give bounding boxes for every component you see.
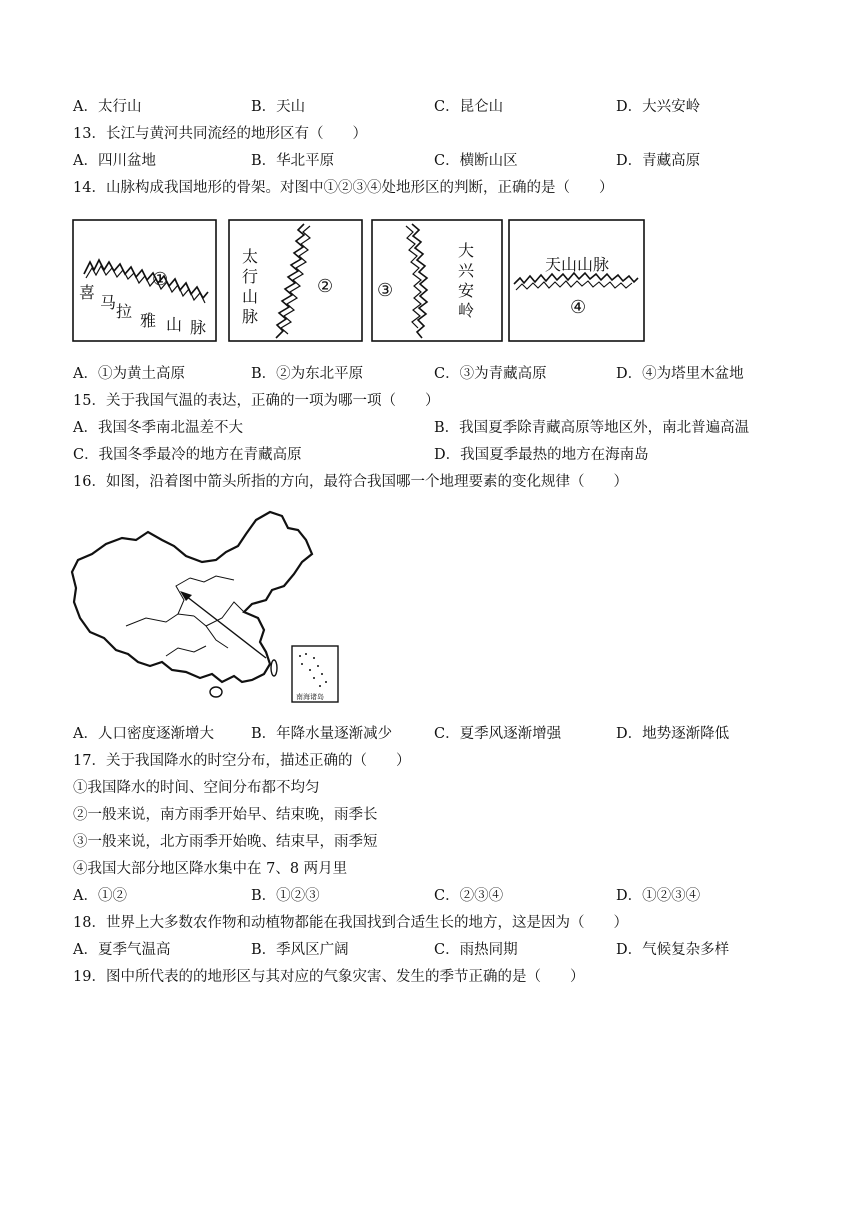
q14-panel-3 [372, 220, 502, 341]
q17-option-c: C．②③④ [434, 888, 504, 904]
q14-panel-1-char-6: 脉 [190, 318, 207, 337]
q14-panel-3-char-3: 安 [458, 281, 475, 300]
q17-option-d: D．①②③④ [616, 888, 701, 904]
q14-panel-4 [509, 220, 644, 341]
q16-option-a: A．人口密度逐渐增大 [73, 726, 214, 742]
q14-panel-2 [229, 220, 362, 341]
q16-china-map [66, 506, 346, 716]
q14-panel-3-char-1: 大 [458, 241, 475, 260]
q14-panel-2-char-4: 脉 [242, 307, 259, 326]
q17-option-a: A．①② [73, 888, 127, 904]
hainan-island [210, 687, 222, 697]
q15-option-d: D．我国夏季最热的地方在海南岛 [434, 447, 649, 463]
q18-option-c: C．雨热同期 [434, 942, 518, 958]
q12-option-b: B．天山 [251, 99, 306, 115]
q14-panel-3-char-2: 兴 [458, 261, 475, 280]
q14-panel-1-char-3: 拉 [116, 302, 133, 321]
q16-option-c: C．夏季风逐渐增强 [434, 726, 562, 742]
q19-stem: 19．图中所代表的的地形区与其对应的气象灾害、发生的季节正确的是（ ） [73, 969, 585, 985]
q12-option-a: A．太行山 [73, 99, 142, 115]
q14-panel-1-char-2: 马 [100, 293, 117, 312]
q14-stem: 14．山脉构成我国地形的骨架。对图中①②③④处地形区的判断，正确的是（ ） [73, 180, 614, 196]
q14-option-c: C．③为青藏高原 [434, 366, 547, 382]
q16-stem: 16．如图，沿着图中箭头所指的方向，最符合我国哪一个地理要素的变化规律（ ） [73, 474, 628, 490]
q14-panel-3-char-4: 岭 [458, 301, 475, 320]
q14-option-a: A．①为黄土高原 [73, 366, 185, 382]
q14-panel-2-marker: ② [317, 276, 334, 297]
inset-label: 南海诸岛 [296, 693, 324, 701]
q17-statement-3: ③一般来说，北方雨季开始晚、结束早，雨季短 [73, 834, 378, 850]
q17-statement-2: ②一般来说，南方雨季开始早、结束晚，雨季长 [73, 807, 378, 823]
q15-stem: 15．关于我国气温的表达，正确的一项为哪一项（ ） [73, 393, 440, 409]
q17-option-b: B．①②③ [251, 888, 320, 904]
south-china-sea-inset [292, 646, 338, 702]
q14-panel-4-label: 天山山脉 [545, 255, 610, 274]
q17-statement-1: ①我国降水的时间、空间分布都不均匀 [73, 780, 320, 796]
q13-option-d: D．青藏高原 [616, 153, 701, 169]
q18-stem: 18．世界上大多数农作物和动植物都能在我国找到合适生长的地方，这是因为（ ） [73, 915, 628, 931]
q14-panel-3-marker: ③ [377, 280, 394, 301]
q14-panel-2-char-3: 山 [242, 287, 259, 306]
q15-option-c: C．我国冬季最冷的地方在青藏高原 [73, 447, 302, 463]
q12-option-c: C．昆仑山 [434, 99, 504, 115]
china-outline [72, 512, 312, 682]
taiwan-island [271, 660, 277, 676]
q15-option-b: B．我国夏季除青藏高原等地区外，南北普遍高温 [434, 420, 750, 436]
q14-option-d: D．④为塔里木盆地 [616, 366, 744, 382]
q17-stem: 17．关于我国降水的时空分布，描述正确的（ ） [73, 753, 411, 769]
q14-panel-1-marker: ① [152, 269, 169, 290]
q14-panel-1-char-5: 山 [166, 315, 183, 334]
q18-option-d: D．气候复杂多样 [616, 942, 730, 958]
q14-panel-2-char-1: 太 [242, 247, 259, 266]
q18-option-a: A．夏季气温高 [73, 942, 171, 958]
q14-panel-1-char-1: 喜 [79, 283, 96, 302]
q13-stem: 13．长江与黄河共同流经的地形区有（ ） [73, 126, 367, 142]
q14-mountain-figure [72, 218, 648, 344]
q16-option-d: D．地势逐渐降低 [616, 726, 730, 742]
q13-option-b: B．华北平原 [251, 153, 335, 169]
q17-statement-4: ④我国大部分地区降水集中在 7、8 两月里 [73, 861, 348, 877]
q13-option-c: C．横断山区 [434, 153, 518, 169]
q14-panel-2-char-2: 行 [242, 267, 259, 286]
q16-option-b: B．年降水量逐渐减少 [251, 726, 393, 742]
q14-panel-4-marker: ④ [570, 297, 587, 318]
q12-option-d: D．大兴安岭 [616, 99, 701, 115]
q18-option-b: B．季风区广阔 [251, 942, 349, 958]
q14-option-b: B．②为东北平原 [251, 366, 364, 382]
q14-panel-1-char-4: 雅 [140, 311, 157, 330]
q15-option-a: A．我国冬季南北温差不大 [73, 420, 243, 436]
q13-option-a: A．四川盆地 [73, 153, 156, 169]
q14-panel-1 [73, 220, 216, 341]
